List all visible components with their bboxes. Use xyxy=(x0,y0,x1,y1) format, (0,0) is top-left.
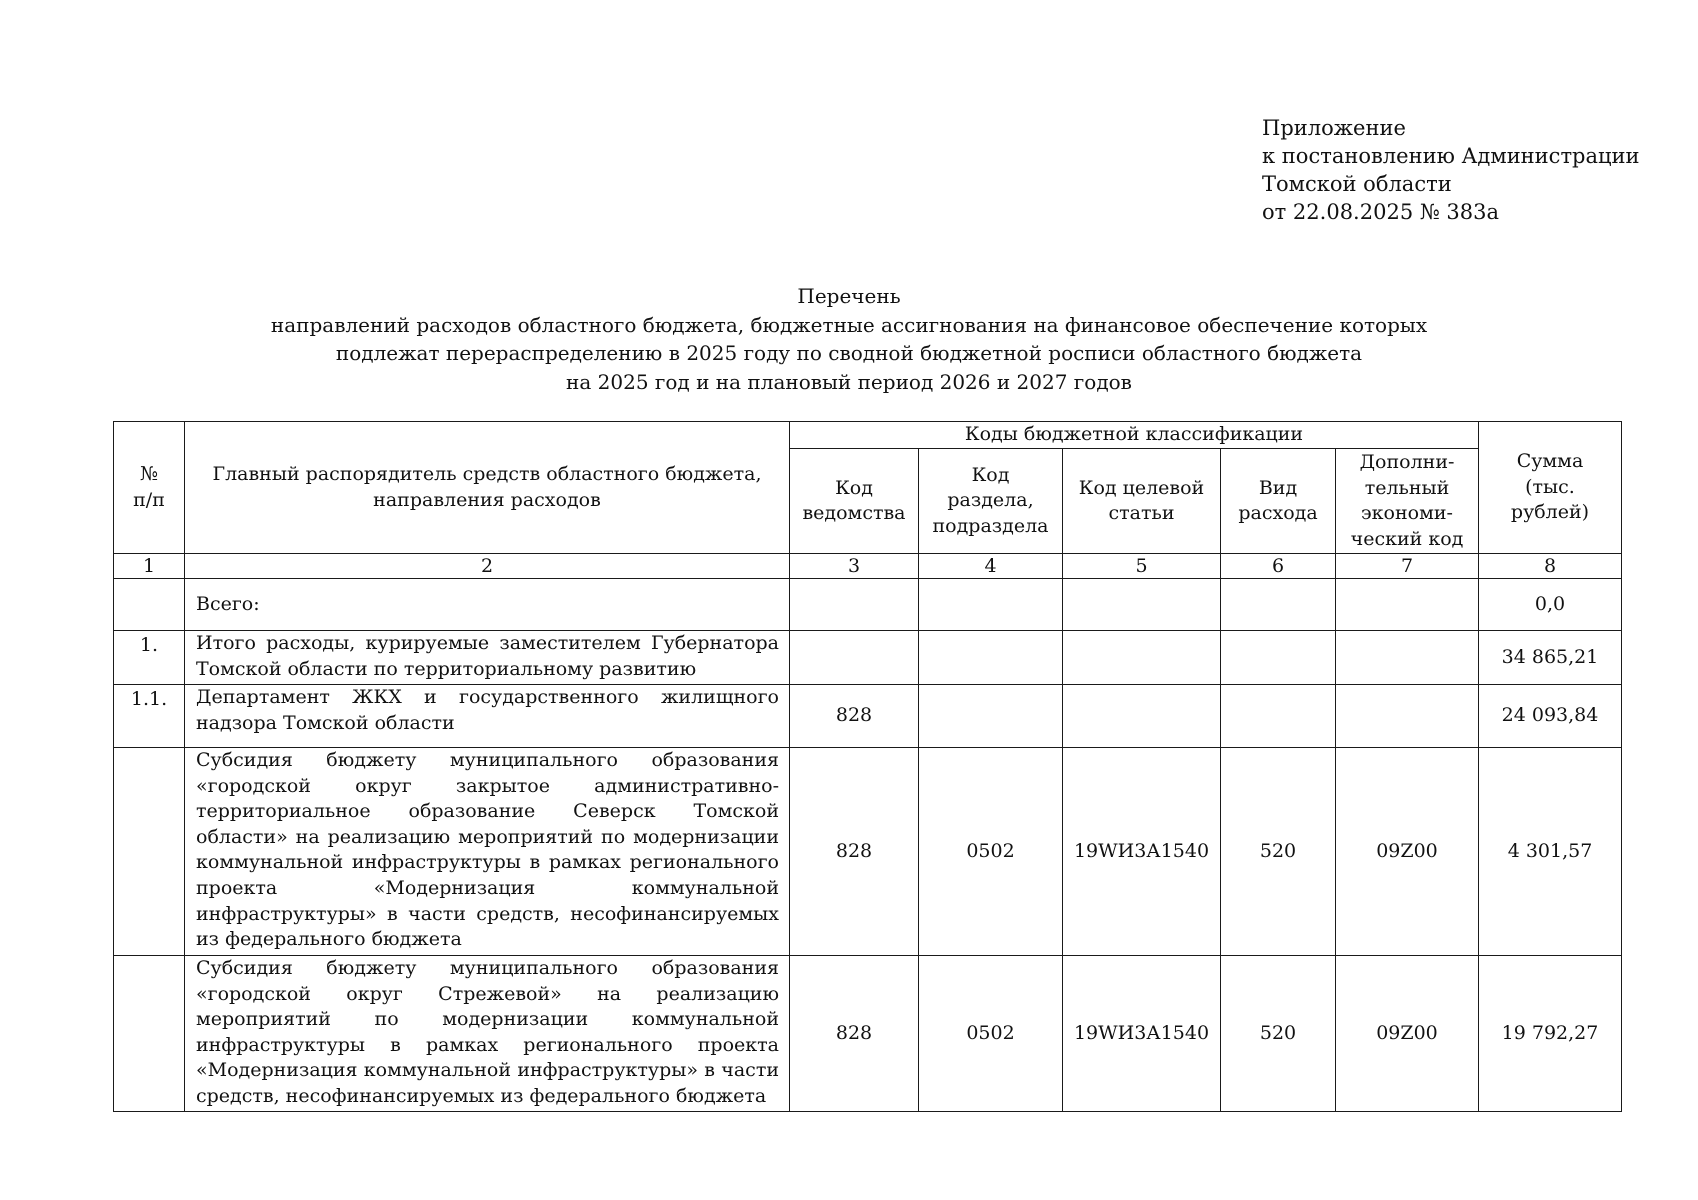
header-codes-group: Коды бюджетной классификации xyxy=(790,422,1479,449)
header-section-line1: Код раздела, xyxy=(947,463,1034,512)
row-expense-type xyxy=(1221,579,1336,631)
header-extra-line1: Дополни- xyxy=(1359,451,1455,473)
row-description: Департамент ЖКХ и государственного жилищного надзора Томской области xyxy=(185,685,790,748)
row-expense-type: 520 xyxy=(1221,956,1336,1112)
title-line-3: подлежат перераспределению в 2025 году по сводной бюджетной росписи областного бюджета xyxy=(335,341,1363,365)
column-number: 5 xyxy=(1063,554,1221,579)
row-expense-type: 520 xyxy=(1221,748,1336,956)
row-description: Итого расходы, курируемые заместителем Губернатора Томской области по территориальному развитию xyxy=(185,631,790,685)
header-expense-type xyxy=(1221,449,1336,554)
row-sum: 19 792,27 xyxy=(1479,956,1622,1112)
row-section-code: 0502 xyxy=(919,956,1063,1112)
row-number xyxy=(114,748,185,956)
row-section-code xyxy=(919,579,1063,631)
row-expense-type xyxy=(1221,685,1336,748)
row-dept-code: 828 xyxy=(790,685,919,748)
row-description: Субсидия бюджету муниципального образования «городской округ Стрежевой» на реализацию мероприятий по модернизации коммунальной инфраструктуры в рамках регионального проекта «Модернизация коммунальной инфраструктуры» в части средств, несофинансируемых из федерального бюджета xyxy=(185,956,790,1112)
column-number: 8 xyxy=(1479,554,1622,579)
header-dept-code xyxy=(790,449,919,554)
table-row xyxy=(114,748,1622,956)
header-extra-line2: тельный xyxy=(1364,476,1450,499)
header-section-code xyxy=(919,449,1063,554)
header-target-line1: Код целевой xyxy=(1078,476,1205,499)
row-extra-code: 09Z00 xyxy=(1336,748,1479,956)
header-expense-line1: Вид xyxy=(1258,476,1298,499)
header-recipient xyxy=(185,422,790,554)
row-number: 1. xyxy=(114,631,185,685)
table-row xyxy=(114,956,1622,1112)
header-sum-line1: Сумма xyxy=(1516,450,1584,473)
appendix-decree: к постановлению Администрации xyxy=(1262,144,1640,168)
row-sum: 0,0 xyxy=(1479,579,1622,631)
row-dept-code xyxy=(790,631,919,685)
column-number: 6 xyxy=(1221,554,1336,579)
column-number: 3 xyxy=(790,554,919,579)
row-description: Всего: xyxy=(185,579,790,631)
appendix-block xyxy=(1262,114,1640,226)
row-extra-code xyxy=(1336,579,1479,631)
header-target-line2: статьи xyxy=(1108,502,1175,524)
header-sum-line3: рублей) xyxy=(1510,501,1590,524)
row-section-code: 0502 xyxy=(919,748,1063,956)
header-dept-line1: Код xyxy=(835,476,873,499)
column-number: 7 xyxy=(1336,554,1479,579)
row-target-code xyxy=(1063,579,1221,631)
row-dept-code: 828 xyxy=(790,956,919,1112)
header-extra-line3: экономи- xyxy=(1361,502,1453,524)
header-target-code xyxy=(1063,449,1221,554)
header-dept-line2: ведомства xyxy=(802,502,906,524)
row-number xyxy=(114,579,185,631)
header-number-line2: п/п xyxy=(133,488,165,511)
table-row xyxy=(114,685,1622,748)
row-target-code xyxy=(1063,631,1221,685)
row-dept-code xyxy=(790,579,919,631)
table-row-total xyxy=(114,579,1622,631)
budget-table xyxy=(113,421,1622,1112)
row-target-code xyxy=(1063,685,1221,748)
column-number: 1 xyxy=(114,554,185,579)
row-section-code xyxy=(919,685,1063,748)
row-extra-code xyxy=(1336,685,1479,748)
header-sum-line2: (тыс. xyxy=(1525,475,1575,498)
row-section-code xyxy=(919,631,1063,685)
header-expense-line2: расхода xyxy=(1238,502,1318,524)
column-number: 2 xyxy=(185,554,790,579)
header-sum xyxy=(1479,422,1622,554)
header-extra-code xyxy=(1336,449,1479,554)
row-dept-code: 828 xyxy=(790,748,919,956)
header-section-line2: подраздела xyxy=(932,514,1049,537)
column-numbers-row xyxy=(114,554,1622,579)
row-extra-code xyxy=(1336,631,1479,685)
header-extra-line4: ческий код xyxy=(1350,527,1464,550)
row-extra-code: 09Z00 xyxy=(1336,956,1479,1112)
header-number xyxy=(114,422,185,554)
title-line-1: Перечень xyxy=(797,284,901,308)
row-target-code: 19WИ3А1540 xyxy=(1063,956,1221,1112)
title-line-4: на 2025 год и на плановый период 2026 и 2027 годов xyxy=(566,369,1132,394)
document-title xyxy=(0,282,1698,396)
appendix-title: Приложение xyxy=(1262,116,1406,140)
header-number-line1: № xyxy=(140,463,158,485)
title-line-2: направлений расходов областного бюджета, бюджетные ассигнования на финансовое обеспечение которых xyxy=(270,312,1428,337)
row-target-code: 19WИ3А1540 xyxy=(1063,748,1221,956)
row-description: Субсидия бюджету муниципального образования «городской округ закрытое административно-территориальное образование Северск Томской области» на реализацию мероприятий по модернизации коммунальной инфраструктуры в рамках регионального проекта «Модернизация коммунальной инфраструктуры» в части средств, несофинансируемых из федерального бюджета xyxy=(185,748,790,956)
row-number xyxy=(114,956,185,1112)
header-recipient-line2: направления расходов xyxy=(373,488,601,511)
appendix-region: Томской области xyxy=(1262,172,1452,196)
table-row xyxy=(114,631,1622,685)
header-recipient-line1: Главный распорядитель средств областного бюджета, xyxy=(212,463,762,485)
appendix-date-number: от 22.08.2025 № 383а xyxy=(1262,200,1499,224)
row-sum: 34 865,21 xyxy=(1479,631,1622,685)
row-sum: 4 301,57 xyxy=(1479,748,1622,956)
row-expense-type xyxy=(1221,631,1336,685)
row-sum: 24 093,84 xyxy=(1479,685,1622,748)
column-number: 4 xyxy=(919,554,1063,579)
row-number: 1.1. xyxy=(114,685,185,748)
header-row-top xyxy=(114,422,1622,449)
